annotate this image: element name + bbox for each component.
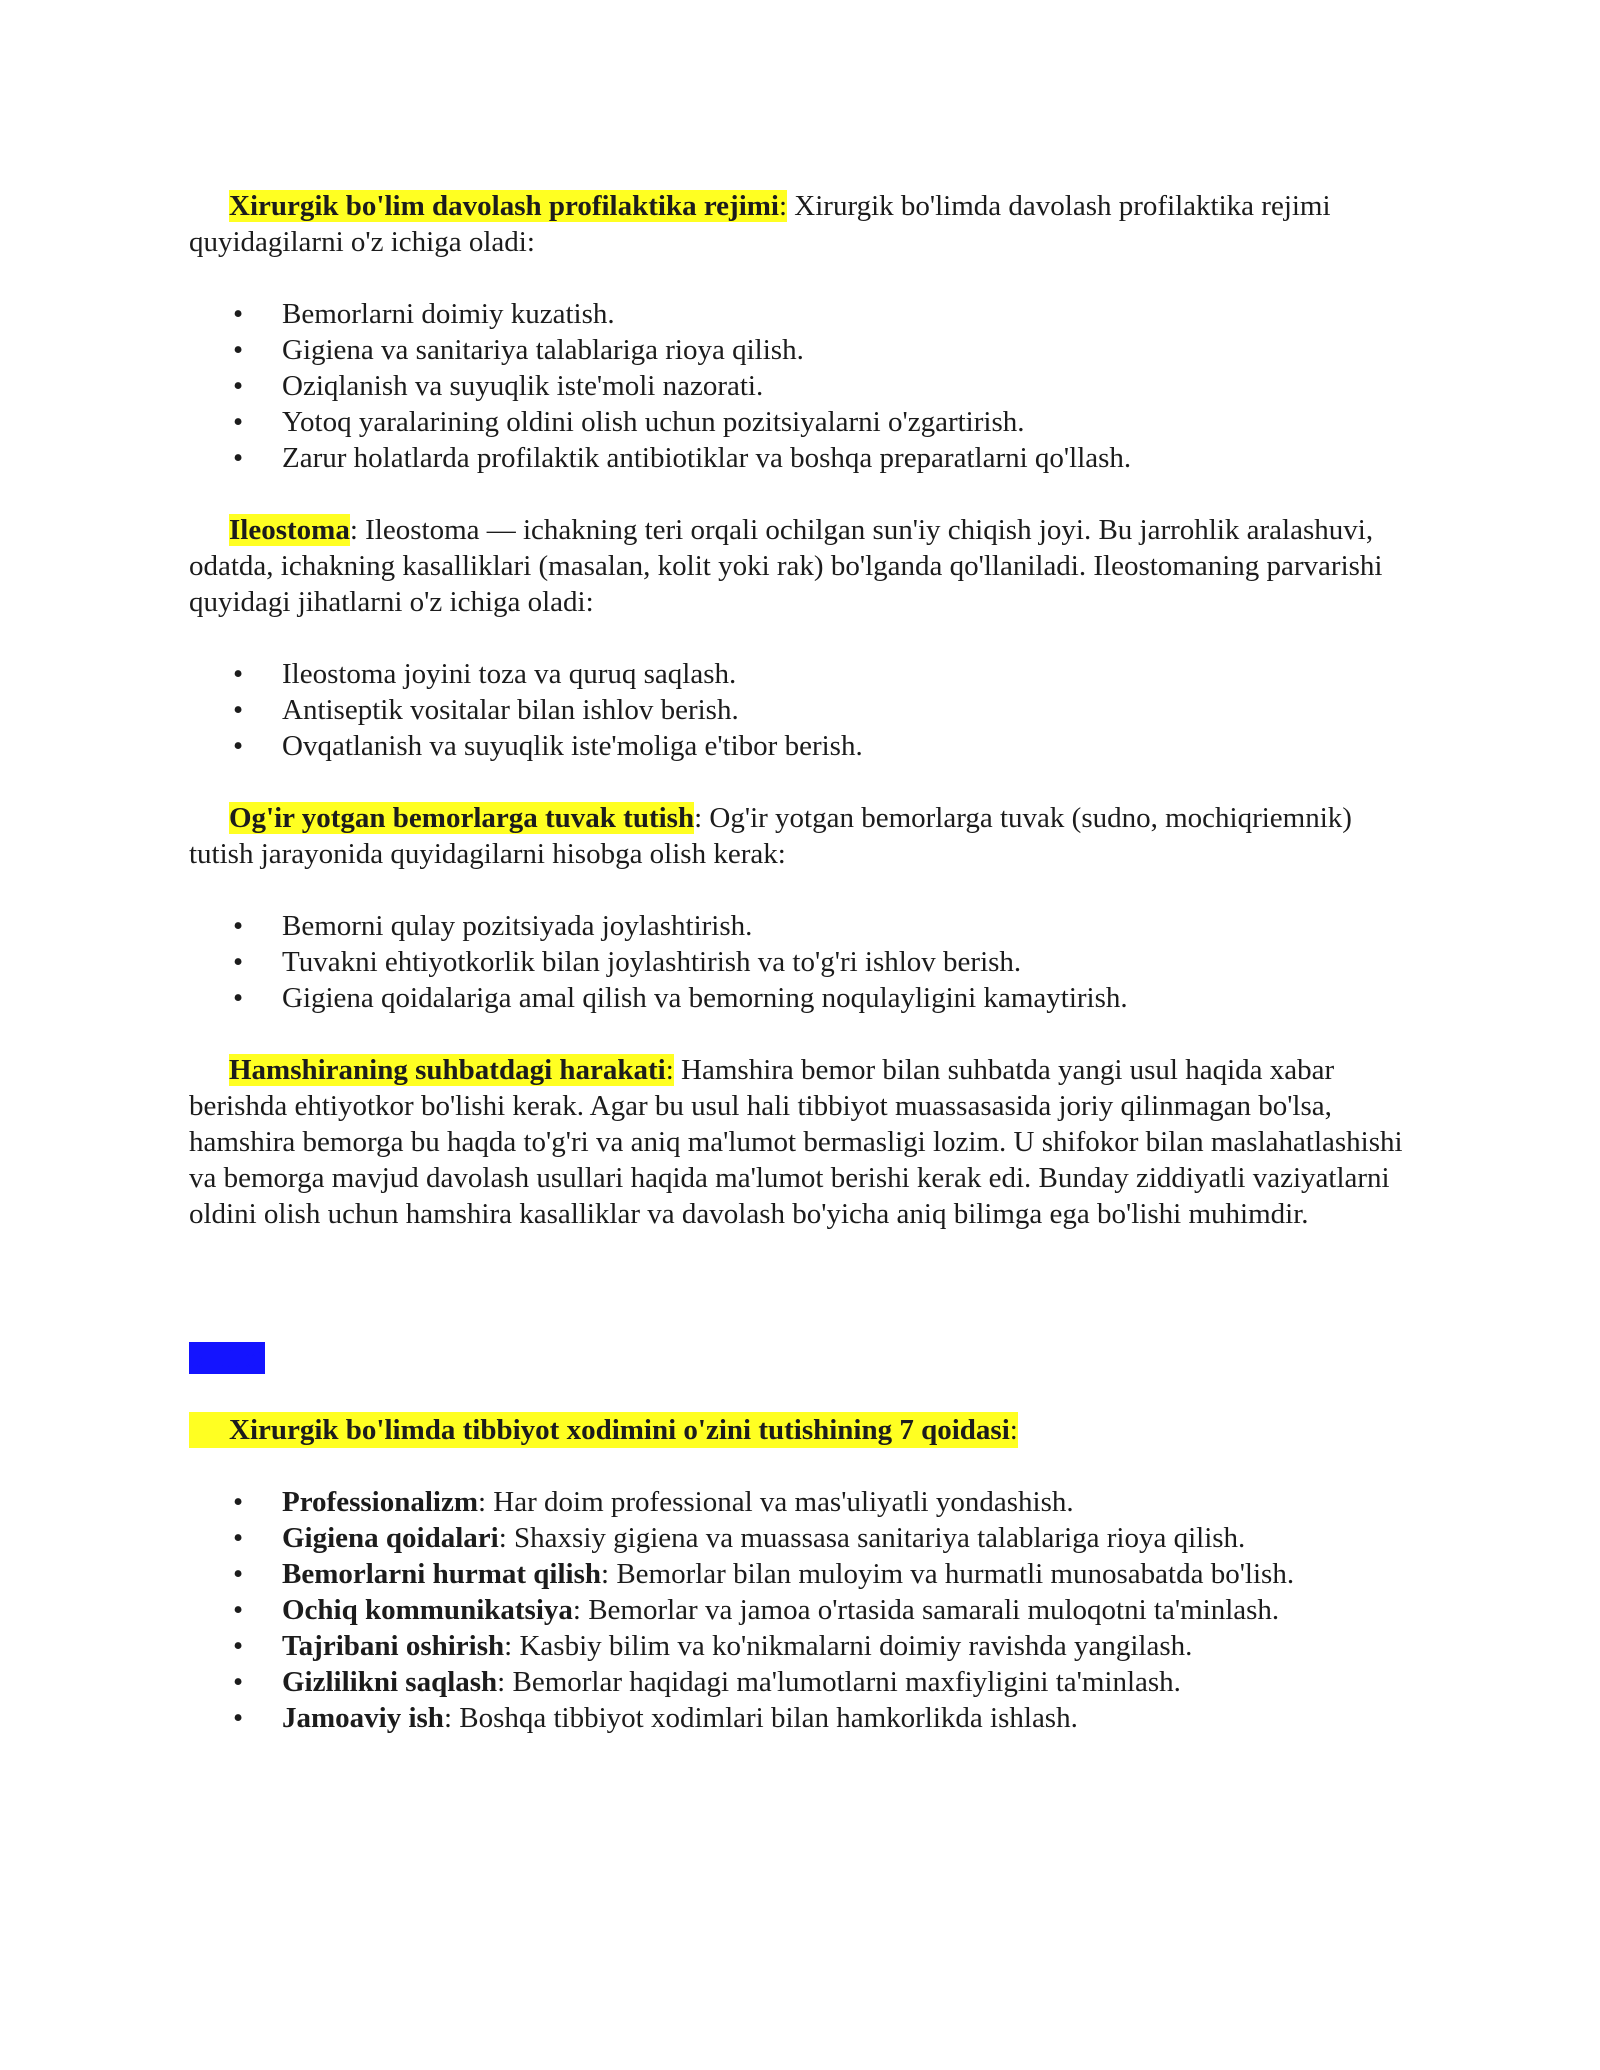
spacer [189, 1016, 1419, 1052]
list-item [189, 1484, 1419, 1520]
rule-term: Tajribani oshirish [282, 1630, 505, 1662]
paragraph-nurse-conversation [189, 1052, 1419, 1232]
rule-term: Professionalizm [282, 1486, 478, 1518]
spacer [189, 1376, 1419, 1412]
rule-term: Jamoaviy ish [282, 1702, 444, 1734]
list-item: • Antiseptik vositalar bilan ishlov berish. [189, 692, 1419, 728]
list-item: • Zarur holatlarda profilaktik antibiotiklar va boshqa preparatlarni qo'llash. [189, 440, 1419, 476]
spacer [189, 260, 1419, 296]
rule-desc: : Bemorlar va jamoa o'rtasida samarali muloqotni ta'minlash. [572, 1594, 1280, 1626]
list-item [189, 1556, 1419, 1592]
list-ileostoma-care [189, 656, 1419, 764]
spacer [189, 620, 1419, 656]
paragraph-treatment-regime [189, 188, 1419, 260]
heading-bedpan: Og'ir yotgan bemorlarga tuvak tutish [229, 802, 695, 834]
spacer [189, 764, 1419, 800]
list-item: • Ileostoma joyini toza va quruq saqlash. [189, 656, 1419, 692]
list-item [189, 1700, 1419, 1736]
spacer [189, 476, 1419, 512]
list-item: • Bemorni qulay pozitsiyada joylashtirish. [189, 908, 1419, 944]
rule-term: Gigiena qoidalari [282, 1522, 499, 1554]
list-item [189, 1592, 1419, 1628]
list-item [189, 1520, 1419, 1556]
rule-desc: : Har doim professional va mas'uliyatli yondashish. [478, 1486, 1074, 1518]
spacer [189, 1448, 1419, 1484]
heading-colon: : [778, 190, 788, 222]
rule-desc: : Kasbiy bilim va ko'nikmalarni doimiy ravishda yangilash. [504, 1630, 1193, 1662]
heading-treatment-regime: Xirurgik bo'lim davolash profilaktika rejimi [229, 190, 779, 222]
rule-term: Ochiq kommunikatsiya [282, 1594, 573, 1626]
rule-desc: : Shaxsiy gigiena va muassasa sanitariya talablariga rioya qilish. [498, 1522, 1246, 1554]
heading-seven-rules-bar [189, 1412, 1018, 1448]
list-item: • Bemorlarni doimiy kuzatish. [189, 296, 1419, 332]
list-item [189, 1664, 1419, 1700]
paragraph-text: : Ileostoma — ichakning teri orqali ochilgan sun'iy chiqish joyi. Bu jarrohlik aralashuvi, odatda, ichakning kasalliklari (masalan, kolit yoki rak) bo'lganda qo'llaniladi. Ileostomaning parvarishi quyidagi jihatlarni o'z ichiga oladi: [189, 514, 1383, 618]
rule-desc: : Boshqa tibbiyot xodimlari bilan hamkorlikda ishlash. [443, 1702, 1078, 1734]
paragraph-text: Xirurgik bo'limda davolash profilaktika rejimi quyidagilarni o'z ichiga oladi: [189, 190, 1331, 258]
rule-term: Bemorlarni hurmat qilish [282, 1558, 602, 1590]
spacer [189, 1232, 1419, 1340]
heading-nurse-conversation: Hamshiraning suhbatdagi harakati [229, 1054, 666, 1086]
list-item: • Yotoq yaralarining oldini olish uchun pozitsiyalarni o'zgartirish. [189, 404, 1419, 440]
spacer [189, 872, 1419, 908]
paragraph-text: Hamshira bemor bilan suhbatda yangi usul haqida xabar berishda ehtiyotkor bo'lishi kerak. Agar bu usul hali tibbiyot muassasasida joriy qilinmagan bo'lsa, hamshira bemorga bu haqda to'g'ri va aniq ma'lumot bermasligi lozim. U shifokor bilan maslahatlashishi va bemorga mavjud davolash usullari haqida ma'lumot berishi kerak edi. Bunday ziddiyatli vaziyatlarni oldini olish uchun hamshira kasalliklar va davolash bo'yicha aniq bilimga ega bo'lishi muhimdir. [189, 1054, 1403, 1230]
list-item: • Gigiena va sanitariya talablariga rioya qilish. [189, 332, 1419, 368]
heading-seven-rules: Xirurgik bo'limda tibbiyot xodimini o'zini tutishining 7 qoidasi [229, 1414, 1010, 1446]
paragraph-ileostoma [189, 512, 1419, 620]
paragraph-text: : Og'ir yotgan bemorlarga tuvak (sudno, mochiqriemnik) tutish jarayonida quyidagilarni hisobga olish kerak: [189, 802, 1352, 870]
heading-ileostoma: Ileostoma [229, 514, 350, 546]
list-item: • Tuvakni ehtiyotkorlik bilan joylashtirish va to'g'ri ishlov berish. [189, 944, 1419, 980]
rule-term: Gizlilikni saqlash [282, 1666, 498, 1698]
document-body [189, 188, 1419, 1736]
rule-desc: : Bemorlar haqidagi ma'lumotlarni maxfiyligini ta'minlash. [497, 1666, 1181, 1698]
ticket-label-line [189, 1340, 1419, 1376]
list-item: • Ovqatlanish va suyuqlik iste'moliga e'tibor berish. [189, 728, 1419, 764]
list-treatment-regime [189, 296, 1419, 476]
heading-seven-rules-line [189, 1412, 1419, 1448]
list-item: • Oziqlanish va suyuqlik iste'moli nazorati. [189, 368, 1419, 404]
ticket-label: 5-bilet [189, 1342, 265, 1374]
list-item [189, 1628, 1419, 1664]
list-item: • Gigiena qoidalariga amal qilish va bemorning noqulayligini kamaytirish. [189, 980, 1419, 1016]
list-seven-rules [189, 1484, 1419, 1736]
heading-colon: : [1009, 1414, 1018, 1446]
rule-desc: : Bemorlar bilan muloyim va hurmatli munosabatda bo'lish. [601, 1558, 1295, 1590]
heading-colon: : [665, 1054, 674, 1086]
paragraph-bedpan [189, 800, 1419, 872]
list-bedpan [189, 908, 1419, 1016]
